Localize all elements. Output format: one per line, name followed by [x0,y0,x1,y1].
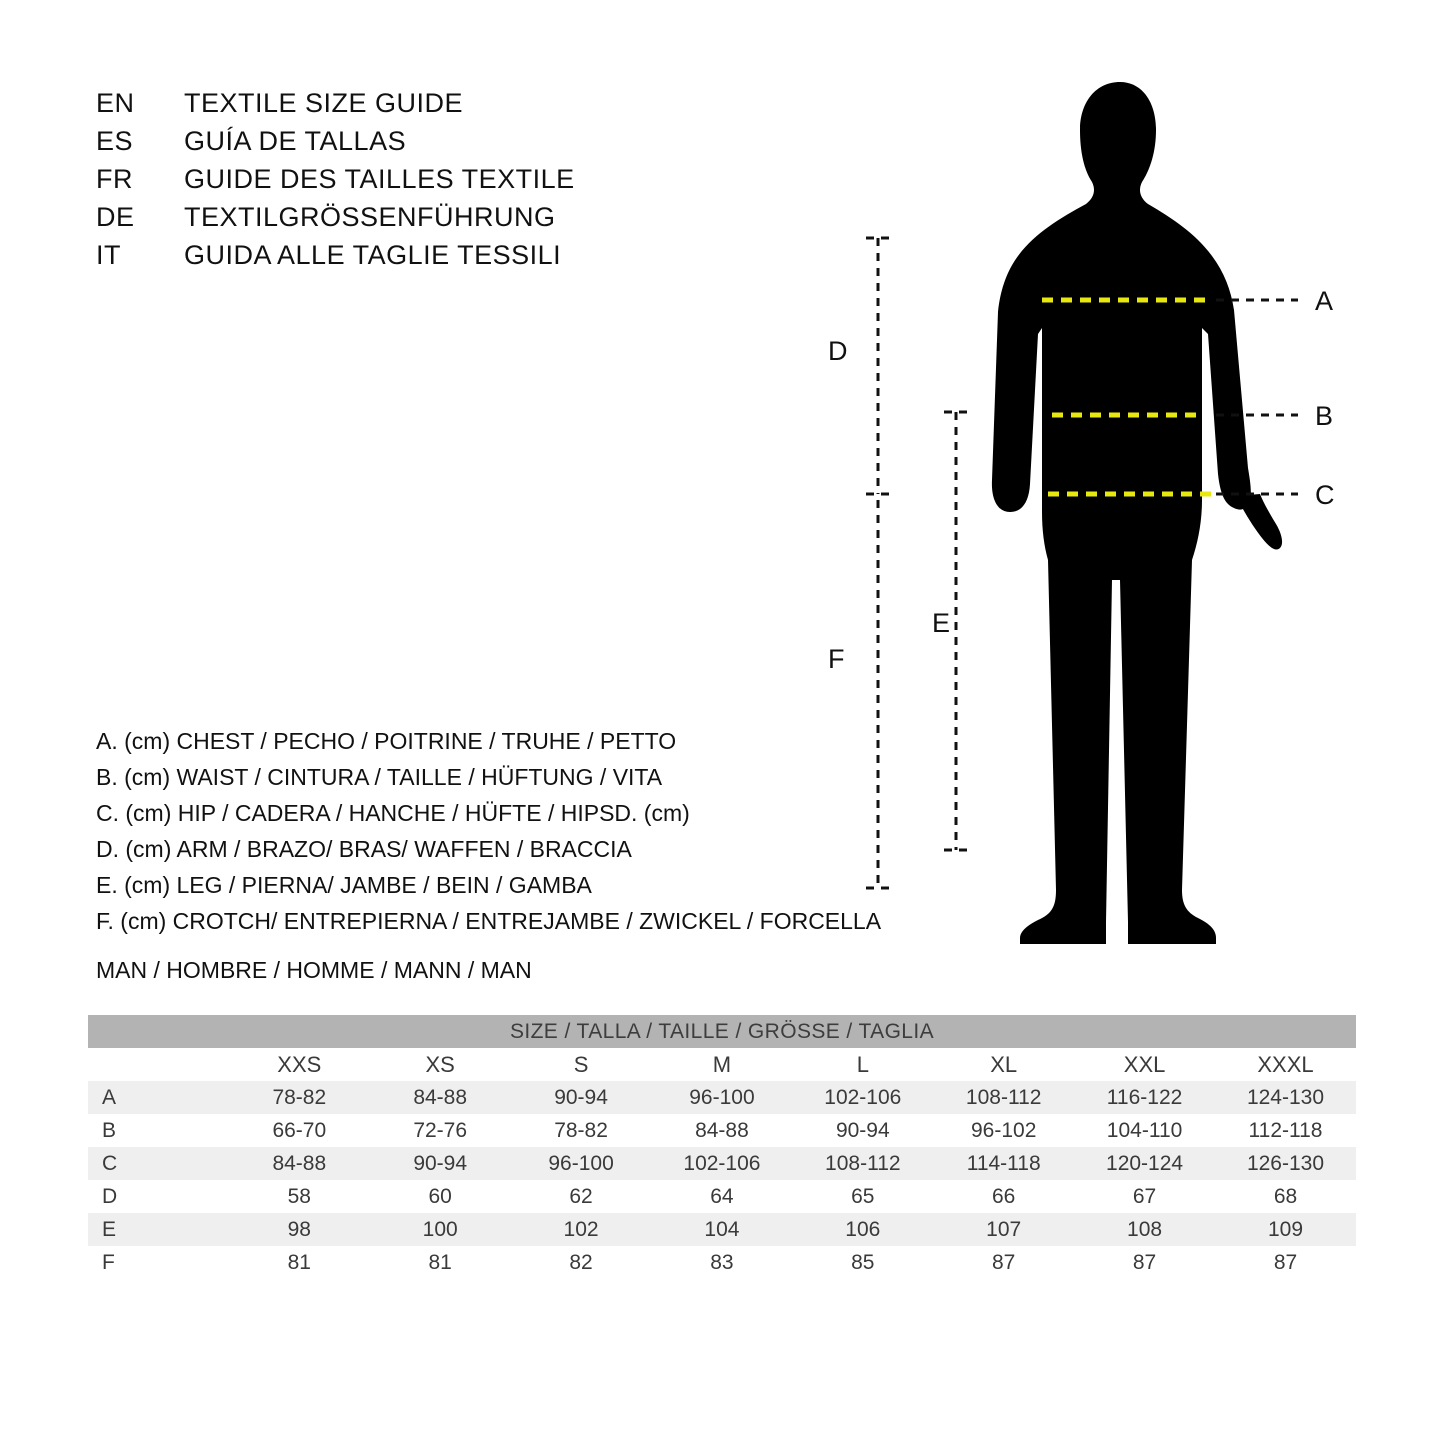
size-header-s: S [511,1048,652,1081]
cell-d-xxs: 58 [229,1180,370,1213]
cell-f-xs: 81 [370,1246,511,1279]
cell-b-xl: 96-102 [933,1114,1074,1147]
cell-a-m: 96-100 [652,1081,793,1114]
gender-label: MAN / HOMBRE / HOMME / MANN / MAN [96,957,532,983]
size-table-container [88,1015,1356,1279]
cell-d-xxl: 67 [1074,1180,1215,1213]
row-label-a: A [88,1081,229,1114]
legend-item-f: F. (cm) CROTCH/ ENTREPIERNA / ENTREJAMBE / ZWICKEL / FORCELLA [96,908,882,934]
cell-c-xxs: 84-88 [229,1147,370,1180]
marker-d: D [828,336,848,366]
title-row-es [96,126,736,164]
marker-f: F [828,644,845,674]
table-header-band [88,1015,1356,1048]
marker-a: A [1315,286,1334,316]
cell-d-xxxl: 68 [1215,1180,1356,1213]
legend-item-b: B. (cm) WAIST / CINTURA / TAILLE / HÜFTUNG / VITA [96,764,663,790]
table-row [88,1213,1356,1246]
cell-b-xxxl: 112-118 [1215,1114,1356,1147]
cell-c-xxl: 120-124 [1074,1147,1215,1180]
cell-a-s: 90-94 [511,1081,652,1114]
cell-d-xs: 60 [370,1180,511,1213]
table-row [88,1081,1356,1114]
cell-e-xl: 107 [933,1213,1074,1246]
title-lang-es: ES [96,126,134,156]
size-header-l: L [792,1048,933,1081]
size-header-corner [88,1048,229,1081]
cell-b-m: 84-88 [652,1114,793,1147]
size-header-xl: XL [933,1048,1074,1081]
cell-e-s: 102 [511,1213,652,1246]
cell-f-xxl: 87 [1074,1246,1215,1279]
title-text-es: GUÍA DE TALLAS [184,126,407,156]
cell-e-l: 106 [792,1213,933,1246]
cell-f-xxxl: 87 [1215,1246,1356,1279]
legend-item-c: C. (cm) HIP / CADERA / HANCHE / HÜFTE / HIPSD. (cm) [96,800,690,826]
table-row [88,1114,1356,1147]
cell-b-xxl: 104-110 [1074,1114,1215,1147]
cell-c-xs: 90-94 [370,1147,511,1180]
table-header-label: SIZE / TALLA / TAILLE / GRÖSSE / TAGLIA [88,1015,1356,1048]
marker-c: C [1315,480,1335,510]
cell-d-xl: 66 [933,1180,1074,1213]
cell-f-s: 82 [511,1246,652,1279]
title-row-en [96,88,736,126]
title-lang-en: EN [96,88,135,118]
row-label-f: F [88,1246,229,1279]
marker-b: B [1315,401,1334,431]
measurement-legend [96,723,896,939]
size-header-xxs: XXS [229,1048,370,1081]
cell-b-xs: 72-76 [370,1114,511,1147]
size-header-m: M [652,1048,793,1081]
title-lang-fr: FR [96,164,133,194]
marker-e: E [932,608,951,638]
table-row [88,1147,1356,1180]
title-row-de [96,202,736,240]
cell-c-m: 102-106 [652,1147,793,1180]
cell-f-xxs: 81 [229,1246,370,1279]
cell-b-xxs: 66-70 [229,1114,370,1147]
body-diagram [820,60,1390,950]
legend-item-e: E. (cm) LEG / PIERNA/ JAMBE / BEIN / GAMBA [96,872,592,898]
cell-e-xxl: 108 [1074,1213,1215,1246]
cell-e-xs: 100 [370,1213,511,1246]
cell-a-xxl: 116-122 [1074,1081,1215,1114]
cell-b-l: 90-94 [792,1114,933,1147]
table-size-header-row [88,1048,1356,1081]
table-row [88,1246,1356,1279]
size-header-xxl: XXL [1074,1048,1215,1081]
cell-a-xxs: 78-82 [229,1081,370,1114]
cell-c-s: 96-100 [511,1147,652,1180]
title-text-de: TEXTILGRÖSSENFÜHRUNG [184,202,556,232]
cell-c-l: 108-112 [792,1147,933,1180]
cell-c-xl: 114-118 [933,1147,1074,1180]
cell-e-m: 104 [652,1213,793,1246]
cell-a-xl: 108-112 [933,1081,1074,1114]
title-block [96,88,736,278]
row-label-c: C [88,1147,229,1180]
cell-b-s: 78-82 [511,1114,652,1147]
table-row [88,1180,1356,1213]
cell-e-xxxl: 109 [1215,1213,1356,1246]
cell-e-xxs: 98 [229,1213,370,1246]
cell-f-l: 85 [792,1246,933,1279]
title-lang-de: DE [96,202,135,232]
legend-item-a: A. (cm) CHEST / PECHO / POITRINE / TRUHE / PETTO [96,728,677,754]
cell-f-m: 83 [652,1246,793,1279]
title-row-it [96,240,736,278]
row-label-e: E [88,1213,229,1246]
cell-f-xl: 87 [933,1246,1074,1279]
size-header-xxxl: XXXL [1215,1048,1356,1081]
cell-c-xxxl: 126-130 [1215,1147,1356,1180]
legend-item-d: D. (cm) ARM / BRAZO/ BRAS/ WAFFEN / BRACCIA [96,836,632,862]
title-text-it: GUIDA ALLE TAGLIE TESSILI [184,240,562,270]
cell-a-xxxl: 124-130 [1215,1081,1356,1114]
cell-d-m: 64 [652,1180,793,1213]
row-label-d: D [88,1180,229,1213]
title-text-en: TEXTILE SIZE GUIDE [184,88,464,118]
cell-d-s: 62 [511,1180,652,1213]
vertical-dimension-lines [866,238,968,888]
size-table [88,1015,1356,1279]
size-header-xs: XS [370,1048,511,1081]
cell-a-l: 102-106 [792,1081,933,1114]
cell-a-xs: 84-88 [370,1081,511,1114]
title-row-fr [96,164,736,202]
title-text-fr: GUIDE DES TAILLES TEXTILE [184,164,575,194]
title-lang-it: IT [96,240,121,270]
male-silhouette [992,82,1282,944]
row-label-b: B [88,1114,229,1147]
cell-d-l: 65 [792,1180,933,1213]
